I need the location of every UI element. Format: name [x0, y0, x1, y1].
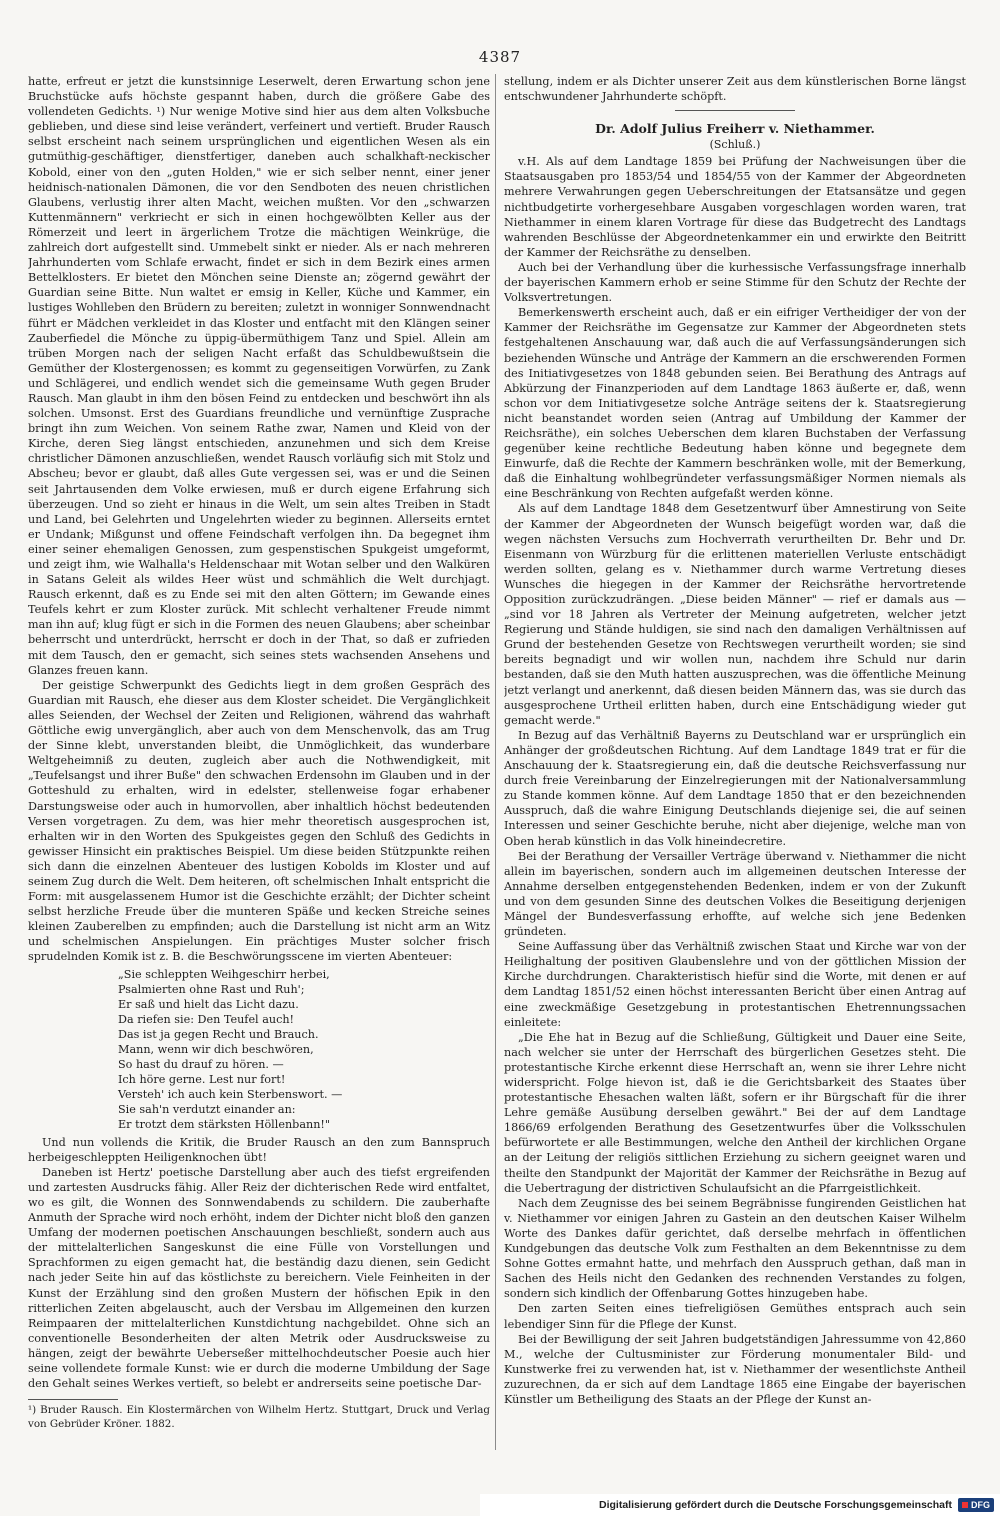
paragraph: Seine Auffassung über das Verhältniß zwischen Staat und Kirche war von der Heilighaltung der positiven Glaubenslehre und von der göttlichen Mission der Kirche durchdrungen. Charakteristisch hiefür sind die Worte, mit denen er auf dem Landtag 1851/52 einen höchst interessanten Bericht über einen Antrag auf eine zweckmäßige Gesetzgebung in protestantischen Ehetrennungssachen einleitete: [504, 940, 966, 1029]
verse-line: Mann, wenn wir dich beschwören, [118, 1043, 314, 1056]
dfg-logo-text: DFG [971, 1500, 990, 1510]
verse-line: So hast du drauf zu hören. — [118, 1058, 284, 1072]
column-divider [495, 74, 496, 1450]
paragraph: stellung, indem er als Dichter unserer Zeit aus dem künstlerischen Borne längst entschwundener Jahrhunderte schöpft. [504, 75, 966, 104]
verse-line: „Sie schleppten Weihgeschirr herbei, [118, 967, 330, 981]
paragraph: Und nun vollends die Kritik, die Bruder Rausch an den zum Bannspruch herbeigeschleppten Heiligenknochen übt! [28, 1135, 490, 1164]
paragraph: Der geistige Schwerpunkt des Gedichts liegt in dem großen Gespräch des Guardian mit Rausch, ehe dieser aus dem Kloster scheidet. Die Vergänglichkeit alles Seienden, der Wechsel der Zeiten und Religionen, während das wahrhaft Göttliche ewig unvergänglich, aber auch von dem Menschenvolk, das am Trug der Sinne klebt, unverstanden bleibt, die Unmöglichkeit, das wunderbare Weltgeheimniß zu deuten, zugleich aber auch die Nothwendigkeit, mit „Teufelsangst und ihrer Buße" den schwachen Erdensohn im Glauben und in der Gotteshuld zu erhalten, wird in edelster, stellenweise fogar erhabener Darstungsweise oder auch in humorvollen, aber inhaltlich höchst bedeutenden Versen vorgetragen. Zu dem, was hier mehr theoretisch ausgesprochen ist, erhalten wir in den Worten des Spukgeistes gegen den Schluß des Gedichts in gewisser Hinsicht ein praktisches Beispiel. Um diese beiden Stützpunkte reihen sich dann die einzelnen Abenteuer des lustigen Kobolds im Kloster und auf seinem Zug durch die Welt. Dem heiteren, oft schelmischen Inhalt entspricht die Form: mit ausgelassenem Humor ist die Geschichte erzählt; der Dichter scheint selbst herzliche Freude über die munteren Späße und kecken Streiche seines kleinen Zauberelben zu empfinden; auch die Darstellung ist nicht arm an Witz und schelmischen Anspielungen. Ein prächtiges Muster solcher frisch sprudelnden Komik ist z. B. die Beschwörungsscene im vierten Abenteuer: [28, 678, 490, 964]
verse-line: Psalmierten ohne Rast und Ruh'; [118, 982, 305, 996]
credit-text: Digitalisierung gefördert durch die Deutsche Forschungsgemeinschaft [599, 1499, 952, 1511]
paragraph: In Bezug auf das Verhältniß Bayerns zu Deutschland war er ursprünglich ein Anhänger der großdeutschen Richtung. Auf dem Landtage 1849 trat er für die Anschauung der k. Staatsregierung ein, daß die deutsche Reichsverfassung nur durch freie Vereinbarung der Einzelregierungen mit der Nationalversammlung zu Stande kommen könne. Auf dem Landtage 1850 that er den bezeichnenden Ausspruch, daß die wahre Einigung Deutschlands diejenige sei, die auf seinen Interessen und seiner Geschichte beruhe, nicht aber diejenige, welche man von Oben herab künstlich in das Volk hineindecretire. [504, 728, 966, 848]
left-column [28, 74, 490, 1450]
verse-line: Er trotzt dem stärksten Höllenbann!" [118, 1118, 331, 1132]
dfg-logo [958, 1498, 994, 1512]
paragraph: Bemerkenswerth erscheint auch, daß er ein eifriger Vertheidiger der von der Kammer der Reichsräthe im Gegensatze zur Kammer der Abgeordneten stets festgehaltenen Anschauung war, daß auch die auf Verfassungsänderungen sich beziehenden Wünsche und Anträge der Kammern an die erschwerenden Formen des Initiativgesetzes von 1848 gebunden seien. Bei Berathung des Antrags auf Abkürzung der Finanzperioden auf dem Landtage 1863 äußerte er, daß, wenn schon vor dem Initiativgesetze solche Anträge seitens der k. Staatsregierung nicht beanstandet worden seien (Antrag auf Umbildung der Kammer der Reichsräthe), ein solches Ueberschen dem klaren Buchstaben der Verfassung gegenüber keine rechtliche Bedeutung haben könne und begegnete dem Einwurfe, daß die Rechte der Kammern beschränken wolle, mit der Bemerkung, daß die Einhaltung wohlbegründeter verfassungsmäßiger Normen niemals als eine Beschränkung von Rechten aufgefaßt werden könne. [504, 306, 966, 501]
paragraph: hatte, erfreut er jetzt die kunstsinnige Leserwelt, deren Erwartung schon jene Bruchstücke aufs höchste gespannt haben, durch die größere Gabe des vollendeten Gedichts. ¹) Nur wenige Motive sind hier aus dem alten Volksbuche geblieben, und diese sind leise verändert, verfeinert und vertieft. Bruder Rausch selbst erscheint nach seinem ursprünglichen und eigentlichen Wesen als ein gutmüthig-geschäftiger, dienstfertiger, daneben auch schalkhaft-neckischer Kobold, einer von den „guten Holden," wie er sich selber nennt, einer jener heidnisch-nationalen Dämonen, die vor den Sendboten des neuen christlichen Glaubens, verlustig ihrer alten Macht, weichen mußten. Vor den „schwarzen Kuttenmännern" verkriecht er sich in einen hochgewölbten Keller aus der Römerzeit und leert in ärgerlichem Trotze die mächtigen Weinkrüge, die zahlreich dort aufgestellt sind. Ummebelt sinkt er nieder. Als er nach mehreren Jahrhunderten vom Schlafe erwacht, findet er sich in dem Bezirk eines armen Bettelklosters. Er bietet den Mönchen seine Dienste an; zögernd gewährt der Guardian seine Bitte. Nun waltet er emsig in Keller, Küche und Kammer, ein lustiges Wohlleben den Brüdern zu bereiten; zuletzt in wonniger Sonnwendnacht führt er Mädchen verkleidet in das Kloster und entfacht mit den Klängen seiner Zauberfiedel die Mönche zu üppig-übermüthigem Tanz und Spiel. Allein am trüben Morgen nach der seligen Nacht erfaßt das Schuldbewußtsein die Gemüther der Klostergenossen; es kommt zu gegenseitigen Vorwürfen, zu Zank und Schlägerei, und endlich wendet sich die gemeinsame Wuth gegen Bruder Rausch. Man glaubt in ihm den bösen Feind zu entdecken und beschwört ihn als solchen. Umsonst. Erst des Guardians freundliche und vernünftige Zusprache bringt ihn zum Weichen. Von seinem Rathe zwar, Namen und Kleid von der Kirche, deren Sieg längst entschieden, anzunehmen und sich dem Kreise christlicher Dämonen anzuschließen, wendet Rausch vorläufig sich mit Stolz und Abscheu; bevor er glaubt, daß alles Gute vergessen sei, was er und die Seinen seit Jahrtausenden dem Volke erwiesen, muß er durch eigene Erfahrung sich überzeugen. Und so zieht er hinaus in die Welt, um sein altes Treiben in Stadt und Land, bei Gelehrten und Ungelehrten wieder zu beginnen. Allerseits erntet er Undank; Mißgunst und offene Feindschaft verfolgen ihn. Da begegnet ihm einer seiner ehemaligen Genossen, zum gespenstischen Spukgeist umgeformt, und zeigt ihm, wie Walhalla's Heldenschaar mit Wotan selber und den Walküren in Satans Geleit als wildes Heer wüst und schmählich die Welt durchjagt. Rausch erkennt, daß es zu Ende sei mit den alten Göttern; im Gewande eines Teufels kehrt er zum Kloster zurück. Mit schlecht verhaltener Freude nimmt man ihn auf; klug fügt er sich in die Formen des neuen Glaubens; aber scheinbar beherrscht und unterdrückt, herrscht er doch in der That, so daß er zufrieden mit dem Tausch, den er gemacht, sich seines stets wachsenden Ansehens und Glanzes freuen kann. [28, 75, 490, 677]
verse-line: Sie sah'n verdutzt einander an: [118, 1103, 296, 1117]
digitization-credit [480, 1494, 1000, 1516]
verse-line: Da riefen sie: Den Teufel auch! [118, 1012, 295, 1026]
paragraph: Den zarten Seiten eines tiefreligiösen Gemüthes entsprach auch sein lebendiger Sinn für die Pflege der Kunst. [504, 1302, 966, 1331]
poem-excerpt [118, 967, 490, 1133]
paragraph: Daneben ist Hertz' poetische Darstellung aber auch des tiefst ergreifenden und zartesten Ausdrucks fähig. Aller Reiz der dichterischen Rede wird entfaltet, wo es gilt, die Wonnen des Sonnwendabends zu schildern. Die zauberhafte Anmuth der Sprache wird noch erhöht, indem der Dichter nicht bloß den ganzen Umfang der modernen poetischen Anschauungen beschließt, sondern auch aus der mittelalterlichen Sangeskunst die eine Fülle von Vorstellungen und Sprachformen zu eigen gemacht hat, die beständig dazu dienen, sein Gedicht nach jeder Seite hin auf das köstlichste zu bereichern. Viele Feinheiten in der Kunst der Erzählung sind den großen Mustern der höfischen Epik in den ritterlichen Zeiten abgelauscht, auch der Versbau im Allgemeinen den kurzen Reimpaaren der mittelalterlichen Kunstdichtung nachgebildet. Ohne sich an conventionelle Besonderheiten der alten Metrik oder Ausdrucksweise zu hängen, zeigt der bewährte Ueberseßer mittelhochdeutscher Poesie auch hier seine vollendete formale Kunst: wie er durch die moderne Umbildung der Sage den Gehalt seines Werkes vertieft, so belebt er andrerseits seine poetische Dar- [28, 1165, 490, 1391]
paragraph: Auch bei der Verhandlung über die kurhessische Verfassungsfrage innerhalb der bayerischen Kammern erhob er seine Stimme für den Schutz der Rechte der Volksvertretungen. [504, 260, 966, 305]
verse-line: Er saß und hielt das Licht dazu. [118, 997, 299, 1011]
section-divider [675, 110, 795, 111]
verse-line: Ich höre gerne. Lest nur fort! [118, 1073, 286, 1087]
right-column [504, 74, 966, 1450]
paragraph: Als auf dem Landtage 1848 dem Gesetzentwurf über Amnestirung von Seite der Kammer der Abgeordneten der Wunsch beigefügt worden war, daß die wegen nächsten Versuchs zum Hochverrath verurtheilten Dr. Behr und Dr. Eisenmann von Würzburg für die erlittenen materiellen Verluste entschädigt werden sollten, gelang es v. Niethammer durch warme Vertretung dieses Wunsches die hiegegen in der Kammer der Reichsräthe hervortretende Opposition zurückzudrängen. „Diese beiden Männer" — rief er damals aus — „sind vor 18 Jahren als Vertreter der Meinung aufgetreten, welcher jetzt Regierung und Stände huldigen, sie sind nach den damaligen Verhältnissen auf Grund der bestehenden Gesetze von Rechtswegen verurtheilt worden; sie sind bereits begnadigt und wir wollen nun, nachdem ihre Schuld nur darin bestanden, daß sie den Muth hatten auszusprechen, was die öffentliche Meinung jetzt verlangt und anerkennt, daß diesen beiden Männern das, was sie durch das ausgesprochene Urtheil erlitten haben, durch eine Entschädigung wieder gut gemacht werde." [504, 502, 966, 727]
paragraph: Nach dem Zeugnisse des bei seinem Begräbnisse fungirenden Geistlichen hat v. Niethammer vor einigen Jahren zu Gastein an den deutschen Kaiser Wilhelm Worte des Dankes dafür gerichtet, daß derselbe mehrfach in öffentlichen Kundgebungen das deutsche Volk zum Festhalten an dem Bekenntnisse zu dem Sohne Gottes ermahnt hatte, und mehrfach den Ausspruch gethan, daß man in Sachen des Heils nicht den Gedanken des rechnenden Verstandes zu folgen, sondern sich kindlich der Offenbarung Gottes hinzugeben habe. [504, 1196, 966, 1301]
footnote-divider [28, 1399, 118, 1400]
page-number: 4387 [478, 48, 522, 66]
article-subheading: (Schluß.) [709, 138, 761, 152]
footnote: ¹) Bruder Rausch. Ein Klostermärchen von Wilhelm Hertz. Stuttgart, Druck und Verlag von Gebrüder Kröner. 1882. [28, 1404, 490, 1430]
verse-line: Versteh' ich auch kein Sterbenswort. — [118, 1088, 343, 1102]
paragraph: Bei der Bewilligung der seit Jahren budgetständigen Jahressumme von 42,860 M., welche der Cultusminister zur Förderung monumentaler Bild- und Kunstwerke frei zu verwenden hat, ist v. Niethammer der wesentlichste Antheil zuzurechnen, da er sich auf dem Landtage 1865 eine Eingabe der bayerischen Künstler um Betheiligung des Staats an der Pflege der Kunst an- [504, 1332, 966, 1406]
paragraph: Bei der Berathung der Versailler Verträge überwand v. Niethammer die nicht allein im bayerischen, sondern auch im allgemeinen deutschen Interesse der Annahme derselben entgegenstehenden Bedenken, indem er von der Zukunft und von dem gesunden Sinne des deutschen Volkes die Beseitigung derjenigen Mängel der Bundesverfassung erhoffte, auf welche sich jene Bedenken gründeten. [504, 849, 966, 939]
paragraph: „Die Ehe hat in Bezug auf die Schließung, Gültigkeit und Dauer eine Seite, nach welcher sie unter der Herrschaft des bürgerlichen Gesetzes steht. Die protestantische Kirche erkennt diese Herrschaft an, wenn sie ihrer Lehre nicht widerspricht. Folge hievon ist, daß ie die Gerichtsbarkeit des Staates über protestantische Ehesachen walten läßt, sofern er ihr Bürgschaft für die ihrer Lehre gemäße Ausübung derselben gewährt." Bei der auf dem Landtage 1866/69 erfolgenden Berathung des Gesetzentwurfes über die Volksschulen befürwortete er alle Bestimmungen, welche den Antheil der kirchlichen Organe an der Leitung der religiös sittlichen Erziehung zu sichern geeignet waren und theilte den Standpunkt der Majorität der Kammer der Reichsräthe in Bezug auf die Uebertragung der districtiven Schulaufsicht an die Pfarrgeistlichkeit. [504, 1030, 966, 1195]
paragraph: v.H. Als auf dem Landtage 1859 bei Prüfung der Nachweisungen über die Staatsausgaben pro 1853/54 und 1854/55 von der Kammer der Abgeordneten mehrere Verwahrungen gegen Ueberschreitungen der Etatsansätze und gegen nichtbudgetirte vorhergesehbare Ausgaben vorgeschlagen worden waren, trat Niethammer in einem klaren Vortrage für diese das Budgetrecht des Landtags wahrenden Beschlüsse der Abgeordnetenkammer ein und erwirkte den Beitritt der Kammer der Reichsräthe zu denselben. [504, 155, 966, 259]
dfg-logo-mark-icon [962, 1502, 968, 1508]
article-heading: Dr. Adolf Julius Freiherr v. Niethammer. [595, 121, 875, 137]
verse-line: Das ist ja gegen Recht und Brauch. [118, 1027, 319, 1041]
